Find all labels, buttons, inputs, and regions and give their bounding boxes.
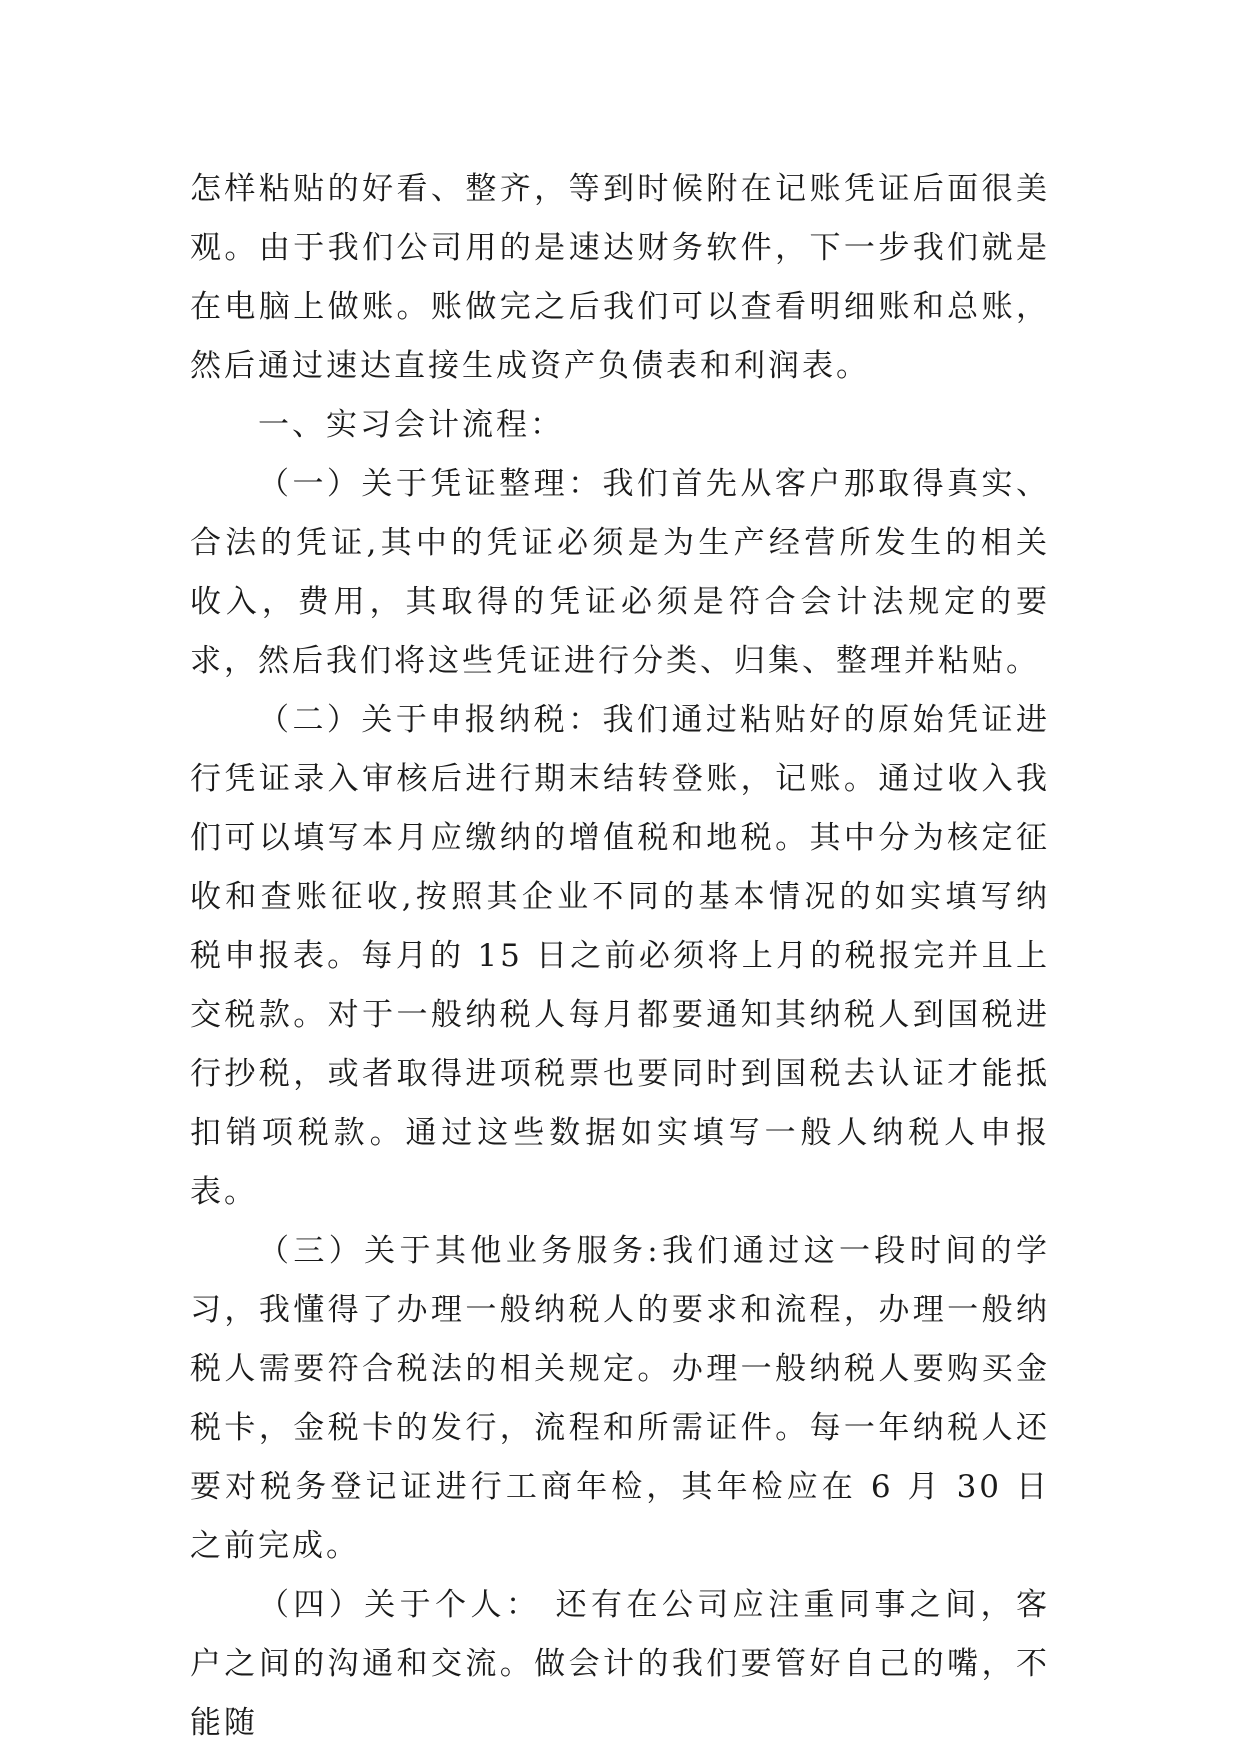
paragraph-personal: （四）关于个人： 还有在公司应注重同事之间，客户之间的沟通和交流。做会计的我们要管好自己的嘴，不能随	[190, 1587, 1050, 1741]
paragraph-other-services: （三）关于其他业务服务:我们通过这一段时间的学习，我懂得了办理一般纳税人的要求和流程，办理一般纳税人需要符合税法的相关规定。办理一般纳税人要购买金税卡，金税卡的发行，流程和所需证件。每一年纳税人还要对税务登记证进行工商年检，其年检应在 6 月 30 日之前完成。	[190, 1233, 1050, 1564]
paragraph-voucher-organizing: （一）关于凭证整理：我们首先从客户那取得真实、合法的凭证,其中的凭证必须是为生产经营所发生的相关收入，费用，其取得的凭证必须是符合会计法规定的要求，然后我们将这些凭证进行分类、归集、整理并粘贴。	[190, 466, 1050, 679]
document-body	[190, 160, 1050, 1753]
paragraph-continuation: 怎样粘贴的好看、整齐，等到时候附在记账凭证后面很美观。由于我们公司用的是速达财务软件，下一步我们就是在电脑上做账。账做完之后我们可以查看明细账和总账，然后通过速达直接生成资产负债表和利润表。	[190, 171, 1050, 384]
section-heading-internship-process: 一、实习会计流程：	[258, 407, 564, 443]
paragraph-tax-filing: （二）关于申报纳税：我们通过粘贴好的原始凭证进行凭证录入审核后进行期末结转登账，记账。通过收入我们可以填写本月应缴纳的增值税和地税。其中分为核定征收和查账征收,按照其企业不同的基本情况的如实填写纳税申报表。每月的 15 日之前必须将上月的税报完并且上交税款。对于一般纳税人每月都要通知其纳税人到国税进行抄税，或者取得进项税票也要同时到国税去认证才能抵扣销项税款。通过这些数据如实填写一般人纳税人申报表。	[190, 702, 1050, 1210]
